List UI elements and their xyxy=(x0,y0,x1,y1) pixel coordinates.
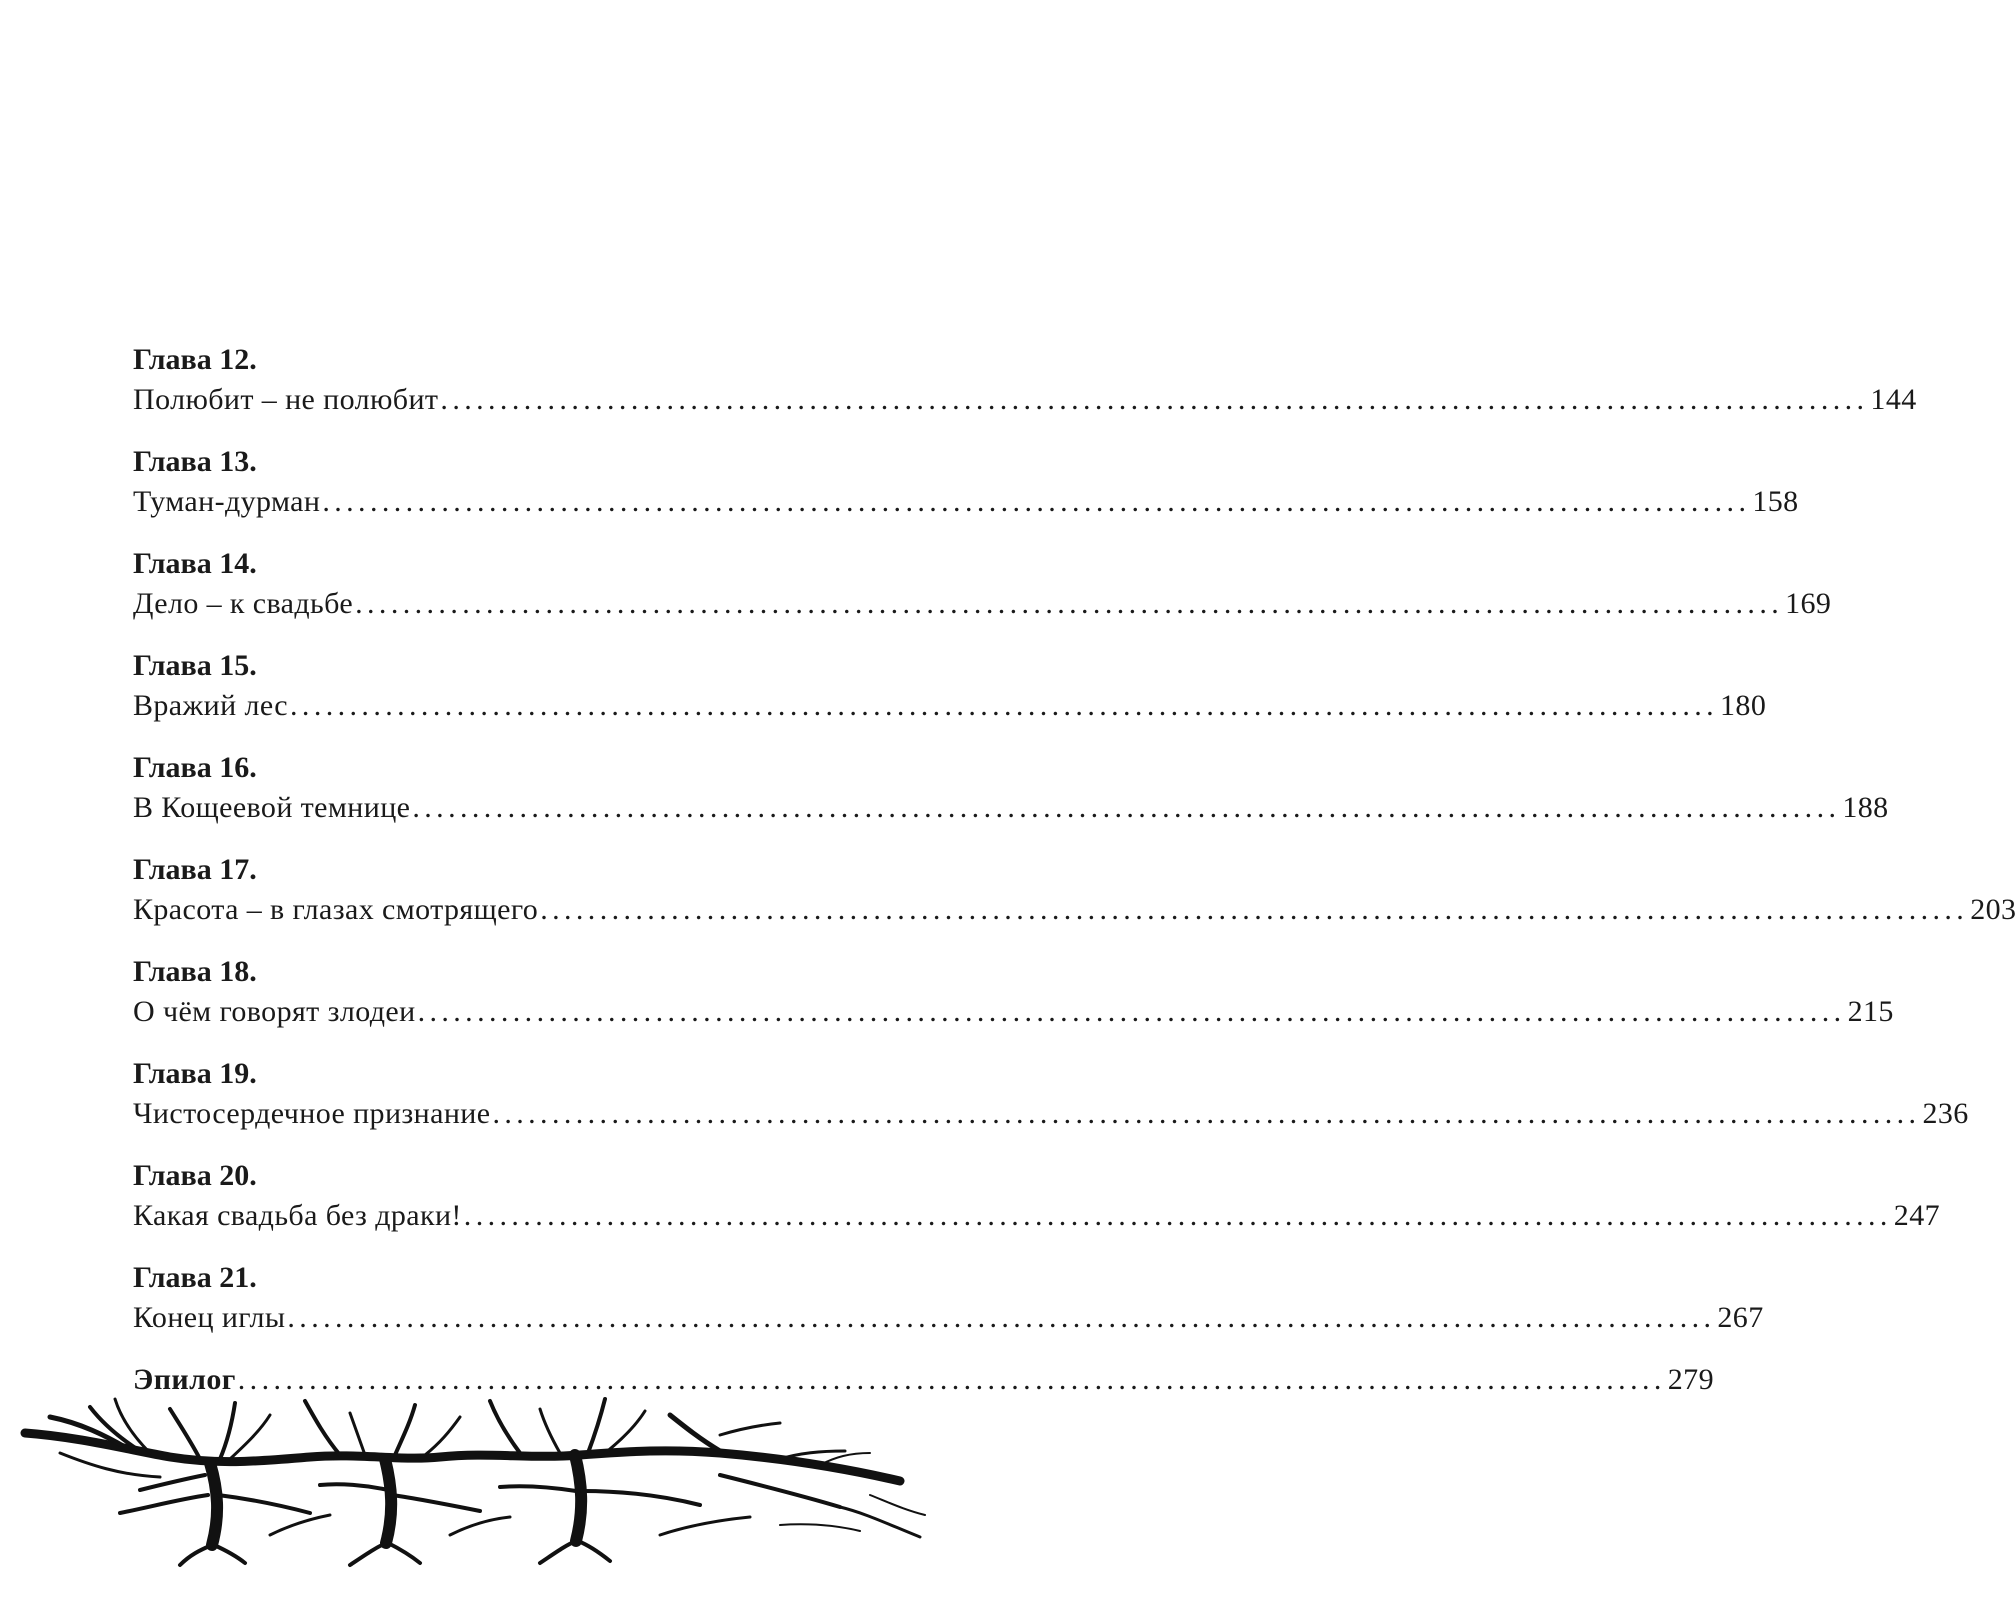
toc-line xyxy=(133,992,1894,1032)
chapter-title: Конец иглы xyxy=(133,1301,286,1334)
toc-line xyxy=(133,1196,1940,1236)
chapter-title: Красота – в глазах смотрящего xyxy=(133,893,539,926)
leader-dots: ........................................................................................................................ xyxy=(412,791,1841,824)
page-number: 144 xyxy=(1870,383,1917,416)
epilogue-title: Эпилог xyxy=(133,1363,236,1396)
toc-entry[interactable] xyxy=(133,748,1889,828)
chapter-number: Глава 19. xyxy=(133,1057,257,1090)
leader-dots: ........................................................................................................................ xyxy=(322,485,1751,518)
toc-entry[interactable] xyxy=(133,340,1917,420)
leader-dots: ........................................................................................................................ xyxy=(492,1097,1921,1130)
leader-dots: ........................................................................................................................ xyxy=(440,383,1869,416)
chapter-number: Глава 18. xyxy=(133,955,257,988)
tree-roots-ornament-icon xyxy=(20,1395,950,1585)
toc-line xyxy=(133,1360,1714,1400)
page-number: 158 xyxy=(1752,485,1799,518)
chapter-number: Глава 12. xyxy=(133,343,257,376)
toc-entry[interactable] xyxy=(133,1054,1969,1134)
toc-entry[interactable] xyxy=(133,442,1799,522)
toc-entry-epilogue[interactable] xyxy=(133,1360,1714,1400)
page-number: 180 xyxy=(1720,689,1767,722)
chapter-title: Полюбит – не полюбит xyxy=(133,383,439,416)
page-number: 215 xyxy=(1847,995,1894,1028)
page-number: 203 xyxy=(1970,893,2016,926)
leader-dots: ........................................................................................................................ xyxy=(540,893,1969,926)
toc-line xyxy=(133,380,1917,420)
page-number: 169 xyxy=(1785,587,1832,620)
toc-line xyxy=(133,686,1767,726)
chapter-title: О чём говорят злодеи xyxy=(133,995,416,1028)
toc-line xyxy=(133,482,1799,522)
toc-line xyxy=(133,1094,1969,1134)
table-of-contents xyxy=(133,340,2016,1422)
chapter-number: Глава 13. xyxy=(133,445,257,478)
leader-dots: ........................................................................................................................ xyxy=(290,689,1719,722)
toc-entry[interactable] xyxy=(133,544,1832,624)
page-number: 236 xyxy=(1922,1097,1969,1130)
leader-dots: ........................................................................................................................ xyxy=(463,1199,1892,1232)
toc-line xyxy=(133,1298,1764,1338)
page-number: 279 xyxy=(1667,1363,1714,1396)
toc-line xyxy=(133,788,1889,828)
chapter-number: Глава 15. xyxy=(133,649,257,682)
page-number: 247 xyxy=(1893,1199,1940,1232)
chapter-title: Вражий лес xyxy=(133,689,289,722)
chapter-title: Туман-дурман xyxy=(133,485,321,518)
toc-line xyxy=(133,584,1832,624)
chapter-title: Какая свадьба без драки! xyxy=(133,1199,462,1232)
page-number: 267 xyxy=(1717,1301,1764,1334)
chapter-title: Дело – к свадьбе xyxy=(133,587,354,620)
chapter-number: Глава 20. xyxy=(133,1159,257,1192)
chapter-title: В Кощеевой темнице xyxy=(133,791,411,824)
chapter-title: Чистосердечное признание xyxy=(133,1097,491,1130)
toc-entry[interactable] xyxy=(133,1258,1764,1338)
toc-entry[interactable] xyxy=(133,646,1767,726)
leader-dots: ........................................................................................................................ xyxy=(355,587,1784,620)
chapter-number: Глава 14. xyxy=(133,547,257,580)
chapter-number: Глава 21. xyxy=(133,1261,257,1294)
toc-line xyxy=(133,890,2016,930)
toc-entry[interactable] xyxy=(133,850,2016,930)
chapter-number: Глава 17. xyxy=(133,853,257,886)
leader-dots: ........................................................................................................................ xyxy=(237,1363,1666,1396)
toc-entry[interactable] xyxy=(133,952,1894,1032)
toc-entry[interactable] xyxy=(133,1156,1940,1236)
page-number: 188 xyxy=(1842,791,1889,824)
leader-dots: ........................................................................................................................ xyxy=(287,1301,1716,1334)
chapter-number: Глава 16. xyxy=(133,751,257,784)
leader-dots: ........................................................................................................................ xyxy=(417,995,1846,1028)
